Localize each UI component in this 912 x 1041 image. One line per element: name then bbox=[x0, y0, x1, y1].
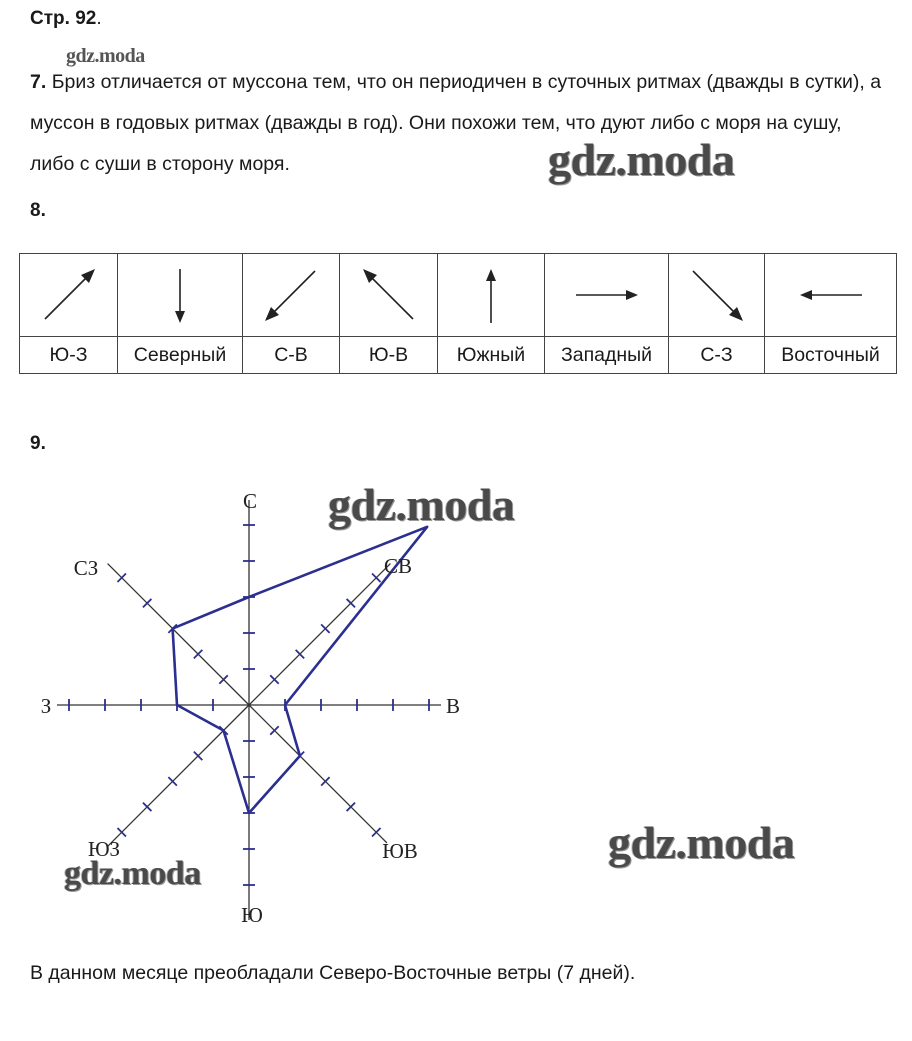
page-header bbox=[30, 8, 102, 30]
direction-label: Восточный bbox=[765, 337, 897, 374]
exercise-7-number: 7. bbox=[30, 71, 47, 93]
rose-label-southeast: ЮВ bbox=[382, 839, 418, 863]
exercise-9-conclusion: В данном месяце преобладали Северо-Восточные ветры (7 дней). bbox=[30, 962, 636, 984]
direction-label: Северный bbox=[118, 337, 243, 374]
direction-label: С-З bbox=[669, 337, 765, 374]
page-label: Стр. 92 bbox=[30, 8, 97, 29]
direction-label: Ю-В bbox=[340, 337, 438, 374]
arrow-cell bbox=[340, 254, 438, 337]
rose-label-northeast: СВ bbox=[383, 554, 413, 578]
exercise-7 bbox=[30, 62, 890, 185]
arrow-up-left-icon bbox=[359, 265, 419, 325]
exercise-9-number: 9. bbox=[30, 433, 46, 454]
arrow-down-icon bbox=[150, 265, 210, 325]
rose-axis-ne bbox=[249, 564, 390, 705]
watermark-2: gdz.moda bbox=[328, 479, 515, 530]
watermark-small: gdz.moda bbox=[66, 45, 145, 67]
page-dot: . bbox=[96, 8, 102, 29]
rose-axis-sw bbox=[108, 705, 249, 846]
label-row bbox=[20, 337, 897, 374]
watermark-4: gdz.moda bbox=[64, 855, 201, 892]
arrow-row bbox=[20, 254, 897, 337]
rose-label-east: В bbox=[445, 694, 461, 718]
arrow-cell bbox=[669, 254, 765, 337]
wind-direction-table bbox=[19, 253, 897, 374]
arrow-cell bbox=[20, 254, 118, 337]
exercise-7-text: Бриз отличается от муссона тем, что он периодичен в суточных ритмах (дважды в сутки), а муссон в годовых ритмах (дважды в год). Они похожи тем, что дуют либо с моря на сушу, либо с суши в сторону моря. bbox=[30, 71, 882, 175]
rose-axis-nw bbox=[108, 564, 249, 705]
rose-label-west: З bbox=[40, 694, 52, 718]
exercise-8-number: 8. bbox=[30, 200, 46, 221]
direction-label: Западный bbox=[545, 337, 669, 374]
rose-axis-se bbox=[249, 705, 387, 843]
rose-label-northwest: СЗ bbox=[73, 556, 99, 580]
arrow-down-right-icon bbox=[687, 265, 747, 325]
arrow-up-right-icon bbox=[39, 265, 99, 325]
arrow-cell bbox=[765, 254, 897, 337]
arrow-cell bbox=[243, 254, 340, 337]
arrow-cell bbox=[545, 254, 669, 337]
direction-label: С-В bbox=[243, 337, 340, 374]
arrow-cell bbox=[118, 254, 243, 337]
rose-label-south: Ю bbox=[241, 903, 263, 927]
direction-label: Ю-З bbox=[20, 337, 118, 374]
watermark-1: gdz.moda bbox=[548, 134, 735, 185]
rose-label-southwest: ЮЗ bbox=[87, 837, 121, 861]
arrow-cell bbox=[438, 254, 545, 337]
direction-label: Южный bbox=[438, 337, 545, 374]
rose-label-north: С bbox=[242, 489, 258, 513]
arrow-up-icon bbox=[461, 265, 521, 325]
arrow-left-icon bbox=[796, 265, 866, 325]
watermark-3: gdz.moda bbox=[608, 817, 795, 868]
arrow-right-icon bbox=[572, 265, 642, 325]
arrow-down-left-icon bbox=[261, 265, 321, 325]
